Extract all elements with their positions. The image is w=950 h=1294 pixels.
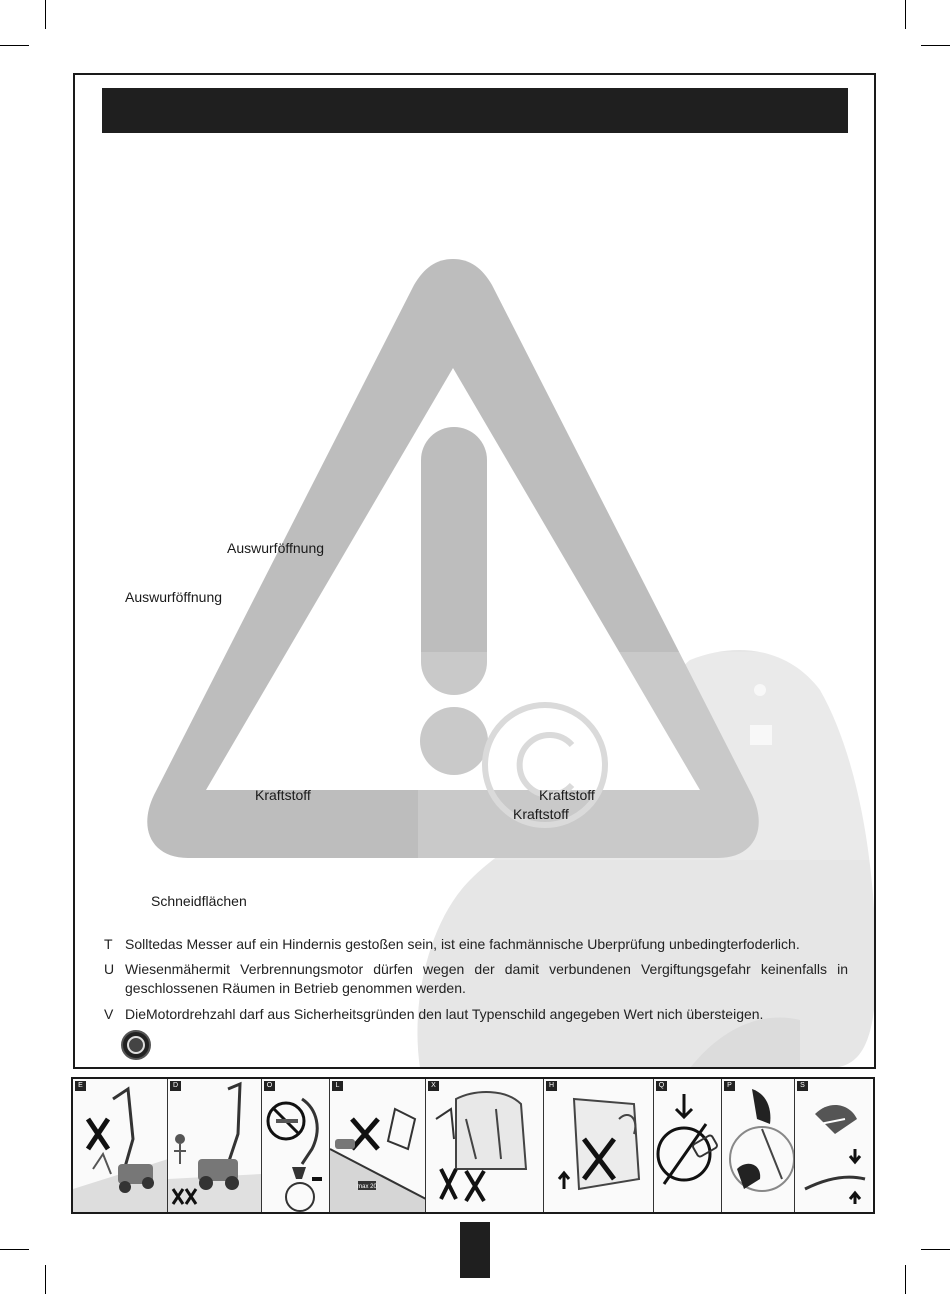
max-slope-icon bbox=[330, 1079, 426, 1212]
page-number-tab bbox=[460, 1222, 490, 1278]
list-item-letter: V bbox=[104, 1006, 114, 1022]
panel-tag: L bbox=[332, 1081, 343, 1091]
body-word: Auswurföffnung bbox=[227, 540, 325, 556]
brand-badge-icon bbox=[121, 1030, 151, 1060]
panel-tag: H bbox=[546, 1081, 557, 1091]
panel-tag: O bbox=[264, 1081, 275, 1091]
no-hands-feet-icon bbox=[426, 1079, 544, 1212]
pictogram-panel bbox=[262, 1079, 330, 1212]
pictogram-panel bbox=[168, 1079, 262, 1212]
body-word: Kraftstoff bbox=[513, 806, 569, 822]
pictogram-panel bbox=[654, 1079, 722, 1212]
no-smoking-refuel-icon bbox=[262, 1079, 330, 1212]
pictogram-panel bbox=[426, 1079, 544, 1212]
list-item-text: Wiesenmähermit Verbrennungsmotor dürfen wegen der damit verbundenen Vergiftungsgefahr keinenfalls in geschlossenen Räumen in Betrieb genommen werden. bbox=[125, 961, 848, 996]
mower-bystanders-prohibited-icon bbox=[168, 1079, 262, 1212]
page-title-bar bbox=[102, 88, 848, 133]
list-item bbox=[104, 935, 848, 955]
body-word: Kraftstoff bbox=[255, 787, 311, 803]
panel-tag: E bbox=[75, 1081, 86, 1091]
pictogram-panel bbox=[544, 1079, 654, 1212]
pictogram-panel bbox=[330, 1079, 426, 1212]
body-word: Auswurföffnung bbox=[125, 589, 223, 605]
panel-tag: X bbox=[428, 1081, 439, 1091]
blade-sharpening-icon bbox=[795, 1079, 871, 1212]
mower-slope-prohibited-icon bbox=[73, 1079, 168, 1212]
body-word: Kraftstoff bbox=[539, 787, 595, 803]
panel-tag: P bbox=[724, 1081, 735, 1091]
list-item-text: DieMotordrehzahl darf aus Sicherheitsgründen den laut Typenschild angegeben Wert nich übersteigen. bbox=[125, 1006, 764, 1022]
list-item bbox=[104, 960, 848, 1000]
no-lifting-running-icon bbox=[544, 1079, 654, 1212]
spark-plug-icon bbox=[654, 1079, 722, 1212]
gloves-blade-icon bbox=[722, 1079, 795, 1212]
list-item bbox=[104, 1005, 848, 1025]
panel-tag: D bbox=[170, 1081, 181, 1091]
safety-pictogram-strip bbox=[71, 1077, 875, 1214]
list-item-letter: T bbox=[104, 936, 113, 952]
panel-tag: S bbox=[797, 1081, 808, 1091]
list-item-text: Solltedas Messer auf ein Hindernis gestoßen sein, ist eine fachmännische Uberprüfung unbedingterfoderlich. bbox=[125, 936, 800, 952]
slope-label: max 20 bbox=[357, 1184, 377, 1190]
pictogram-panel bbox=[795, 1079, 871, 1212]
page-frame bbox=[73, 73, 876, 1069]
pictogram-panel bbox=[722, 1079, 795, 1212]
pictogram-panel bbox=[73, 1079, 168, 1212]
panel-tag: Q bbox=[656, 1081, 667, 1091]
body-word: Schneidflächen bbox=[151, 893, 247, 909]
list-item-letter: U bbox=[104, 961, 115, 977]
